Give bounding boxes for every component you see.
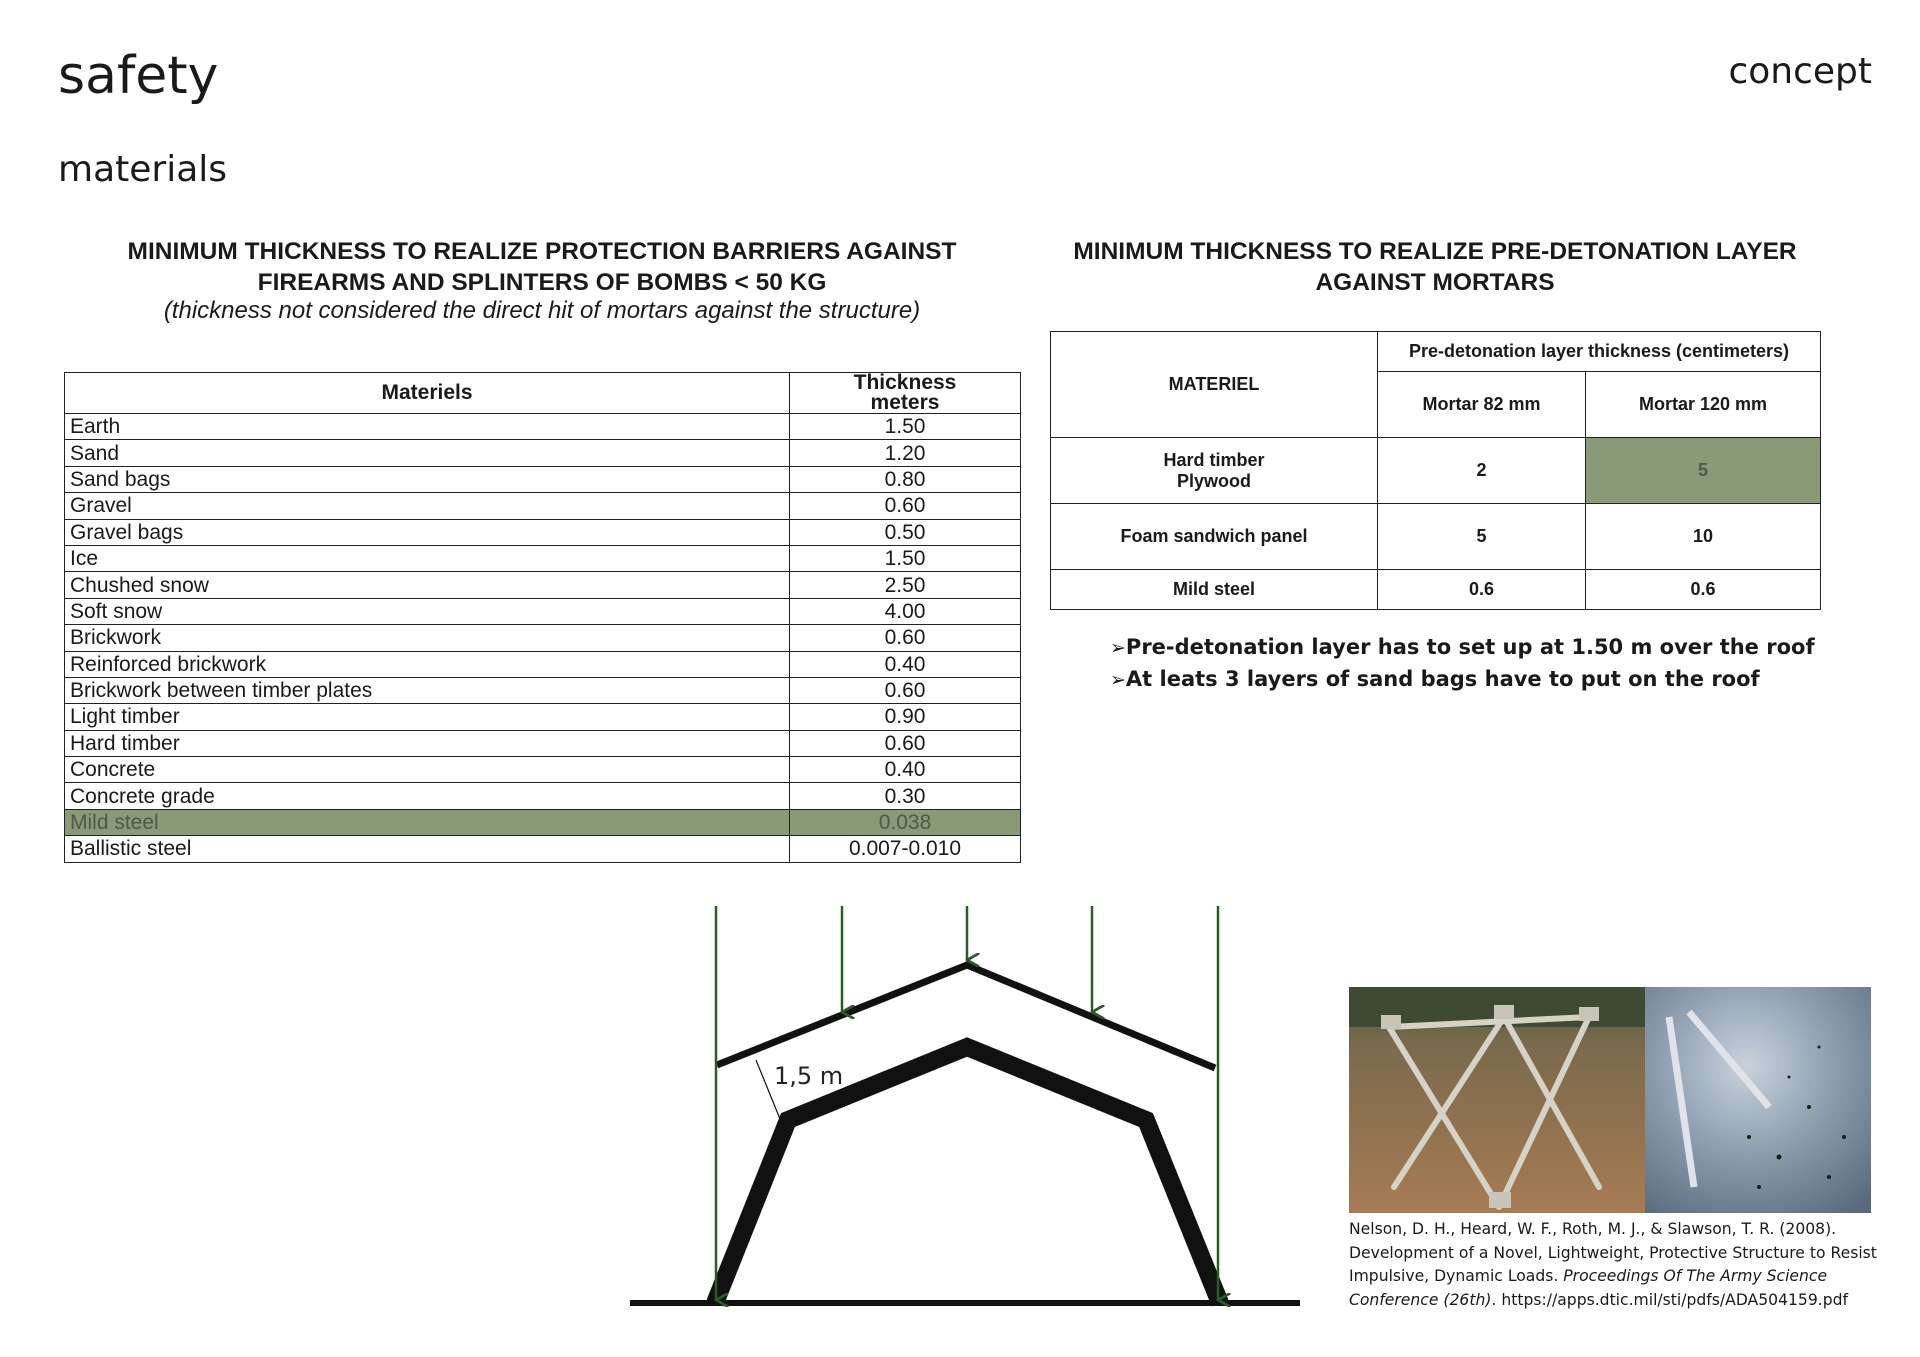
cell-material: Ice — [65, 545, 790, 571]
citation-authors: Nelson, D. H., Heard, W. F., Roth, M. J., & Slawson, T. R. (2008). Development of a Novel, Lightweight, Protective Structure to Resist Impulsive, Dynamic Loads. — [1349, 1220, 1877, 1285]
protection-barrier-table — [64, 372, 1021, 863]
table-header-row — [65, 373, 1021, 414]
col-header-materials: Materiels — [65, 373, 790, 414]
cell-thickness: 0.40 — [790, 757, 1021, 783]
cell-material: Sand bags — [65, 466, 790, 492]
table-row — [65, 704, 1021, 730]
cell-material: Earth — [65, 414, 790, 440]
cell-material: Gravel — [65, 493, 790, 519]
cell-material-line1: Hard timber — [1163, 449, 1265, 470]
citation — [1349, 1218, 1889, 1312]
table-row — [65, 493, 1021, 519]
citation-journal: Proceedings Of The Army Science Conference (26th) — [1349, 1267, 1828, 1309]
cell-thickness: 0.60 — [790, 677, 1021, 703]
table-row — [65, 757, 1021, 783]
notes-list — [1110, 632, 1815, 696]
dimension-label: 1,5 m — [774, 1062, 844, 1090]
table-row — [65, 598, 1021, 624]
cell-thickness: 1.50 — [790, 414, 1021, 440]
table-row — [65, 836, 1021, 862]
cell-material: Ballistic steel — [65, 836, 790, 862]
photo-illustration — [1349, 987, 1871, 1213]
cell-thickness: 0.038 — [790, 809, 1021, 835]
table-row — [65, 545, 1021, 571]
col-header-group: Pre-detonation layer thickness (centimeters) — [1378, 332, 1821, 372]
cell-mortar-82: 2 — [1378, 438, 1586, 504]
table-row — [65, 651, 1021, 677]
note-item — [1110, 664, 1815, 696]
table-body — [65, 414, 1021, 863]
col-header-thickness — [790, 373, 1021, 414]
cell-material: Soft snow — [65, 598, 790, 624]
table-header-row — [1051, 332, 1821, 372]
table-row — [65, 783, 1021, 809]
cell-material: Reinforced brickwork — [65, 651, 790, 677]
cell-material: Mild steel — [1051, 570, 1378, 610]
cell-thickness: 0.40 — [790, 651, 1021, 677]
cell-thickness: 4.00 — [790, 598, 1021, 624]
cell-mortar-82: 5 — [1378, 504, 1586, 570]
left-heading-line1: MINIMUM THICKNESS TO REALIZE PROTECTION BARRIERS AGAINST — [127, 238, 957, 265]
citation-period: . — [1491, 1290, 1502, 1309]
col-header-thickness-line2: meters — [870, 391, 940, 414]
page-title: safety — [58, 46, 219, 106]
left-heading-line2: FIREARMS AND SPLINTERS OF BOMBS < 50 KG — [257, 269, 827, 296]
cell-thickness: 0.60 — [790, 493, 1021, 519]
right-heading-line2: AGAINST MORTARS — [1315, 269, 1555, 296]
cell-mortar-120-highlight: 5 — [1586, 438, 1821, 504]
cell-material: Mild steel — [65, 809, 790, 835]
note-text: Pre-detonation layer has to set up at 1.50 m over the roof — [1125, 635, 1815, 659]
cell-thickness: 0.60 — [790, 625, 1021, 651]
right-heading-line1: MINIMUM THICKNESS TO REALIZE PRE-DETONATION LAYER — [1073, 238, 1797, 265]
pre-detonation-diagram — [620, 900, 1320, 1320]
table-row — [65, 677, 1021, 703]
col-header-thickness-line1: Thickness — [853, 371, 957, 394]
cell-material: Brickwork between timber plates — [65, 677, 790, 703]
left-table-note: (thickness not considered the direct hit of mortars against the structure) — [163, 297, 921, 324]
note-item — [1110, 632, 1815, 664]
cell-thickness: 0.60 — [790, 730, 1021, 756]
table-row — [65, 809, 1021, 835]
cell-mortar-120: 0.6 — [1586, 570, 1821, 610]
table-row — [65, 519, 1021, 545]
col-header-mortar-82: Mortar 82 mm — [1378, 372, 1586, 438]
cell-material: Light timber — [65, 704, 790, 730]
cell-material: Concrete — [65, 757, 790, 783]
cell-mortar-120: 10 — [1586, 504, 1821, 570]
table-row — [1051, 570, 1821, 610]
table-row — [65, 440, 1021, 466]
col-header-mortar-120: Mortar 120 mm — [1586, 372, 1821, 438]
cell-thickness: 0.007-0.010 — [790, 836, 1021, 862]
cell-thickness: 0.80 — [790, 466, 1021, 492]
cell-thickness: 0.30 — [790, 783, 1021, 809]
cell-material-line2: Plywood — [1176, 470, 1251, 491]
table-row — [65, 625, 1021, 651]
cell-thickness: 2.50 — [790, 572, 1021, 598]
note-text: At leats 3 layers of sand bags have to put on the roof — [1125, 667, 1760, 691]
citation-url: https://apps.dtic.mil/sti/pdfs/ADA504159.pdf — [1501, 1290, 1848, 1309]
table-row — [65, 466, 1021, 492]
cell-thickness: 1.50 — [790, 545, 1021, 571]
page-subtitle: materials — [58, 149, 228, 190]
cell-material: Concrete grade — [65, 783, 790, 809]
table-row — [65, 730, 1021, 756]
cell-mortar-82: 0.6 — [1378, 570, 1586, 610]
cell-thickness: 0.90 — [790, 704, 1021, 730]
test-structure-photo — [1349, 987, 1871, 1213]
left-table-heading — [68, 236, 1016, 298]
cell-material: Chushed snow — [65, 572, 790, 598]
cell-material: Brickwork — [65, 625, 790, 651]
table-row — [1051, 504, 1821, 570]
cell-material — [1051, 438, 1378, 504]
cell-material: Sand — [65, 440, 790, 466]
arrow-bullet-icon: ➢ — [1110, 637, 1126, 659]
cell-material: Gravel bags — [65, 519, 790, 545]
col-header-materiel: MATERIEL — [1051, 332, 1378, 438]
cell-material: Hard timber — [65, 730, 790, 756]
table-row — [1051, 438, 1821, 504]
section-label: concept — [1728, 51, 1872, 92]
arrow-bullet-icon: ➢ — [1110, 669, 1126, 691]
table-row — [65, 414, 1021, 440]
pre-detonation-table — [1050, 331, 1821, 610]
right-table-heading — [1050, 236, 1820, 298]
cell-thickness: 0.50 — [790, 519, 1021, 545]
cell-material: Foam sandwich panel — [1051, 504, 1378, 570]
cell-thickness: 1.20 — [790, 440, 1021, 466]
table-row — [65, 572, 1021, 598]
